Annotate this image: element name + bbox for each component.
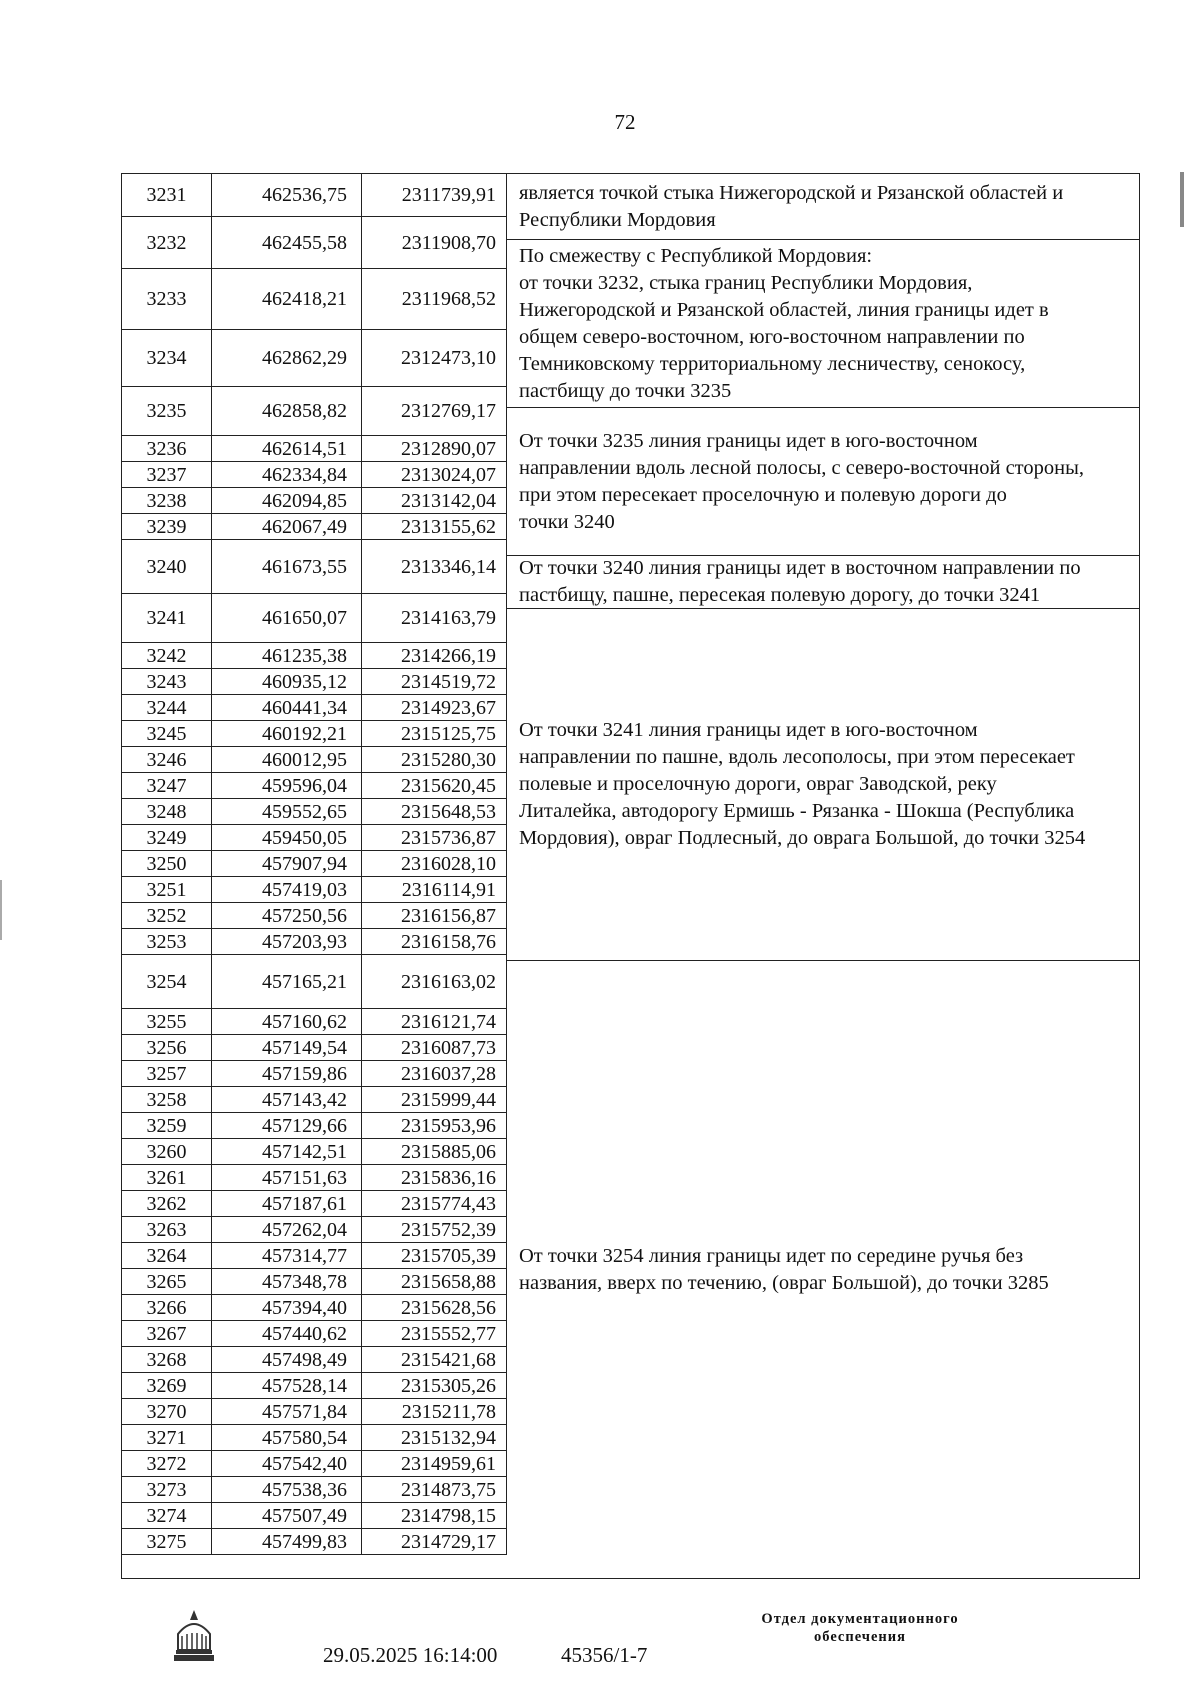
point-number: 3252	[122, 903, 212, 929]
point-number: 3272	[122, 1451, 212, 1477]
point-number: 3237	[122, 462, 212, 488]
point-number: 3269	[122, 1373, 212, 1399]
point-number: 3270	[122, 1399, 212, 1425]
coord-x: 461673,55	[212, 540, 362, 594]
point-number: 3246	[122, 747, 212, 773]
coord-x: 457187,61	[212, 1191, 362, 1217]
coord-x: 457142,51	[212, 1139, 362, 1165]
coord-x: 457394,40	[212, 1295, 362, 1321]
coord-x: 457580,54	[212, 1425, 362, 1451]
coord-y: 2315953,96	[362, 1113, 507, 1139]
boundary-description-text: По смежеству с Республикой Мордовия: от точки 3232, стыка границ Республики Мордовия, Нижегородской и Рязанской областей, линия границы идет в общем северо-восточном, юго-восточном направлении по Темниковскому территориальному лесничеству, сенокосу, пастбищу до точки 3235	[519, 244, 1049, 402]
coord-x: 457151,63	[212, 1165, 362, 1191]
boundary-description	[507, 174, 1139, 240]
coord-y: 2315305,26	[362, 1373, 507, 1399]
coord-x: 462455,58	[212, 217, 362, 269]
coord-y: 2315836,16	[362, 1165, 507, 1191]
coord-x: 461235,38	[212, 643, 362, 669]
boundary-description	[507, 240, 1139, 408]
coord-x: 457129,66	[212, 1113, 362, 1139]
boundary-description	[507, 609, 1139, 961]
coord-y: 2315648,53	[362, 799, 507, 825]
coord-y: 2316114,91	[362, 877, 507, 903]
point-number: 3264	[122, 1243, 212, 1269]
coord-y: 2311739,91	[362, 174, 507, 217]
point-number: 3248	[122, 799, 212, 825]
point-number: 3258	[122, 1087, 212, 1113]
coord-x: 459552,65	[212, 799, 362, 825]
coord-y: 2316121,74	[362, 1009, 507, 1035]
point-number: 3268	[122, 1347, 212, 1373]
coord-y: 2314959,61	[362, 1451, 507, 1477]
coord-y: 2313155,62	[362, 514, 507, 540]
point-number: 3233	[122, 269, 212, 330]
coord-x: 460012,95	[212, 747, 362, 773]
boundary-description	[507, 961, 1139, 1578]
point-number: 3231	[122, 174, 212, 217]
coord-y: 2315628,56	[362, 1295, 507, 1321]
coord-x: 457165,21	[212, 955, 362, 1009]
coord-y: 2315774,43	[362, 1191, 507, 1217]
coord-y: 2311968,52	[362, 269, 507, 330]
coord-x: 457528,14	[212, 1373, 362, 1399]
coord-x: 462536,75	[212, 174, 362, 217]
coord-x: 457499,83	[212, 1529, 362, 1555]
coord-y: 2313024,07	[362, 462, 507, 488]
coord-y: 2315705,39	[362, 1243, 507, 1269]
coord-x: 457440,62	[212, 1321, 362, 1347]
point-number: 3236	[122, 436, 212, 462]
point-number: 3244	[122, 695, 212, 721]
boundary-description-text: От точки 3241 линия границы идет в юго-восточном направлении по пашне, вдоль лесополосы, при этом пересекает полевые и проселочную дороги, овраг Заводской, реку Литалейка, автодорогу Ермишь - Рязанка - Шокша (Республика Мордовия), овраг Подлесный, до оврага Большой, до точки 3254	[519, 719, 1086, 849]
point-number: 3263	[122, 1217, 212, 1243]
scan-mark	[0, 880, 2, 940]
coord-x: 460441,34	[212, 695, 362, 721]
coord-y: 2316087,73	[362, 1035, 507, 1061]
coord-y: 2316158,76	[362, 929, 507, 955]
coord-x: 457314,77	[212, 1243, 362, 1269]
coord-x: 457143,42	[212, 1087, 362, 1113]
point-number: 3243	[122, 669, 212, 695]
coord-x: 457907,94	[212, 851, 362, 877]
coord-y: 2315736,87	[362, 825, 507, 851]
coord-x: 457571,84	[212, 1399, 362, 1425]
coord-x: 462067,49	[212, 514, 362, 540]
coord-x: 460192,21	[212, 721, 362, 747]
point-number: 3260	[122, 1139, 212, 1165]
point-number: 3240	[122, 540, 212, 594]
coord-x: 457262,04	[212, 1217, 362, 1243]
coord-y: 2316037,28	[362, 1061, 507, 1087]
point-number: 3267	[122, 1321, 212, 1347]
point-number: 3262	[122, 1191, 212, 1217]
footer-department: Отдел документационного обеспечения	[761, 1611, 959, 1645]
coord-x: 457498,49	[212, 1347, 362, 1373]
coord-x: 457538,36	[212, 1477, 362, 1503]
point-number: 3274	[122, 1503, 212, 1529]
scan-mark	[1180, 172, 1184, 227]
coord-y: 2316163,02	[362, 955, 507, 1009]
boundary-description-text: От точки 3240 линия границы идет в восточном направлении по пастбищу, пашне, пересекая полевую дорогу, до точки 3241	[519, 557, 1081, 606]
coord-y: 2315885,06	[362, 1139, 507, 1165]
coordinates-table	[121, 173, 1140, 1579]
point-number: 3259	[122, 1113, 212, 1139]
footer-date: 29.05.2025 16:14:00	[323, 1643, 498, 1667]
point-number: 3255	[122, 1009, 212, 1035]
coord-y: 2315552,77	[362, 1321, 507, 1347]
coord-y: 2315999,44	[362, 1087, 507, 1113]
coord-x: 457250,56	[212, 903, 362, 929]
footer-doc-code: 45356/1-7	[561, 1643, 648, 1667]
coord-y: 2315752,39	[362, 1217, 507, 1243]
coord-y: 2313346,14	[362, 540, 507, 594]
point-number: 3254	[122, 955, 212, 1009]
boundary-description-text: От точки 3254 линия границы идет по середине ручья без названия, вверх по течению, (овраг Большой), до точки 3285	[519, 1244, 1049, 1294]
point-number: 3239	[122, 514, 212, 540]
coord-x: 457159,86	[212, 1061, 362, 1087]
coord-y: 2315280,30	[362, 747, 507, 773]
point-number: 3247	[122, 773, 212, 799]
point-number: 3253	[122, 929, 212, 955]
coord-y: 2312769,17	[362, 387, 507, 436]
coord-x: 462418,21	[212, 269, 362, 330]
coord-x: 462862,29	[212, 330, 362, 387]
boundary-description-text: От точки 3235 линия границы идет в юго-восточном направлении вдоль лесной полосы, с северо-восточной стороны, при этом пересекает проселочную и полевую дороги до точки 3240	[519, 429, 1084, 533]
point-number: 3271	[122, 1425, 212, 1451]
coord-x: 460935,12	[212, 669, 362, 695]
point-number: 3261	[122, 1165, 212, 1191]
coord-y: 2314798,15	[362, 1503, 507, 1529]
coord-x: 457507,49	[212, 1503, 362, 1529]
coord-y: 2312473,10	[362, 330, 507, 387]
coord-y: 2313142,04	[362, 488, 507, 514]
coord-x: 457203,93	[212, 929, 362, 955]
coord-y: 2315132,94	[362, 1425, 507, 1451]
coord-y: 2314873,75	[362, 1477, 507, 1503]
point-number: 3266	[122, 1295, 212, 1321]
point-number: 3251	[122, 877, 212, 903]
point-number: 3275	[122, 1529, 212, 1555]
point-number: 3265	[122, 1269, 212, 1295]
coord-x: 462334,84	[212, 462, 362, 488]
point-number: 3238	[122, 488, 212, 514]
boundary-description	[507, 556, 1139, 609]
coord-y: 2314266,19	[362, 643, 507, 669]
point-number: 3245	[122, 721, 212, 747]
coord-y: 2314163,79	[362, 594, 507, 643]
coord-x: 462094,85	[212, 488, 362, 514]
coord-y: 2316156,87	[362, 903, 507, 929]
point-number: 3273	[122, 1477, 212, 1503]
coord-y: 2316028,10	[362, 851, 507, 877]
coord-y: 2314729,17	[362, 1529, 507, 1555]
coord-y: 2315620,45	[362, 773, 507, 799]
point-number: 3249	[122, 825, 212, 851]
duma-logo	[170, 1604, 218, 1662]
boundary-description	[507, 408, 1139, 556]
point-number: 3250	[122, 851, 212, 877]
boundary-description-text: является точкой стыка Нижегородской и Рязанской областей и Республики Мордовия	[519, 181, 1064, 231]
point-number: 3241	[122, 594, 212, 643]
point-number: 3242	[122, 643, 212, 669]
coord-x: 462858,82	[212, 387, 362, 436]
coord-x: 457348,78	[212, 1269, 362, 1295]
coord-x: 457160,62	[212, 1009, 362, 1035]
coord-y: 2314923,67	[362, 695, 507, 721]
point-number: 3232	[122, 217, 212, 269]
coord-x: 457149,54	[212, 1035, 362, 1061]
coord-y: 2315421,68	[362, 1347, 507, 1373]
point-number: 3234	[122, 330, 212, 387]
coord-x: 459596,04	[212, 773, 362, 799]
coord-y: 2315125,75	[362, 721, 507, 747]
coord-x: 462614,51	[212, 436, 362, 462]
coord-x: 457419,03	[212, 877, 362, 903]
coord-y: 2314519,72	[362, 669, 507, 695]
point-number: 3257	[122, 1061, 212, 1087]
coord-x: 461650,07	[212, 594, 362, 643]
coord-y: 2311908,70	[362, 217, 507, 269]
coord-y: 2315658,88	[362, 1269, 507, 1295]
page-number: 72	[614, 110, 636, 134]
coord-y: 2312890,07	[362, 436, 507, 462]
coord-x: 457542,40	[212, 1451, 362, 1477]
point-number: 3235	[122, 387, 212, 436]
coord-y: 2315211,78	[362, 1399, 507, 1425]
coord-x: 459450,05	[212, 825, 362, 851]
point-number: 3256	[122, 1035, 212, 1061]
